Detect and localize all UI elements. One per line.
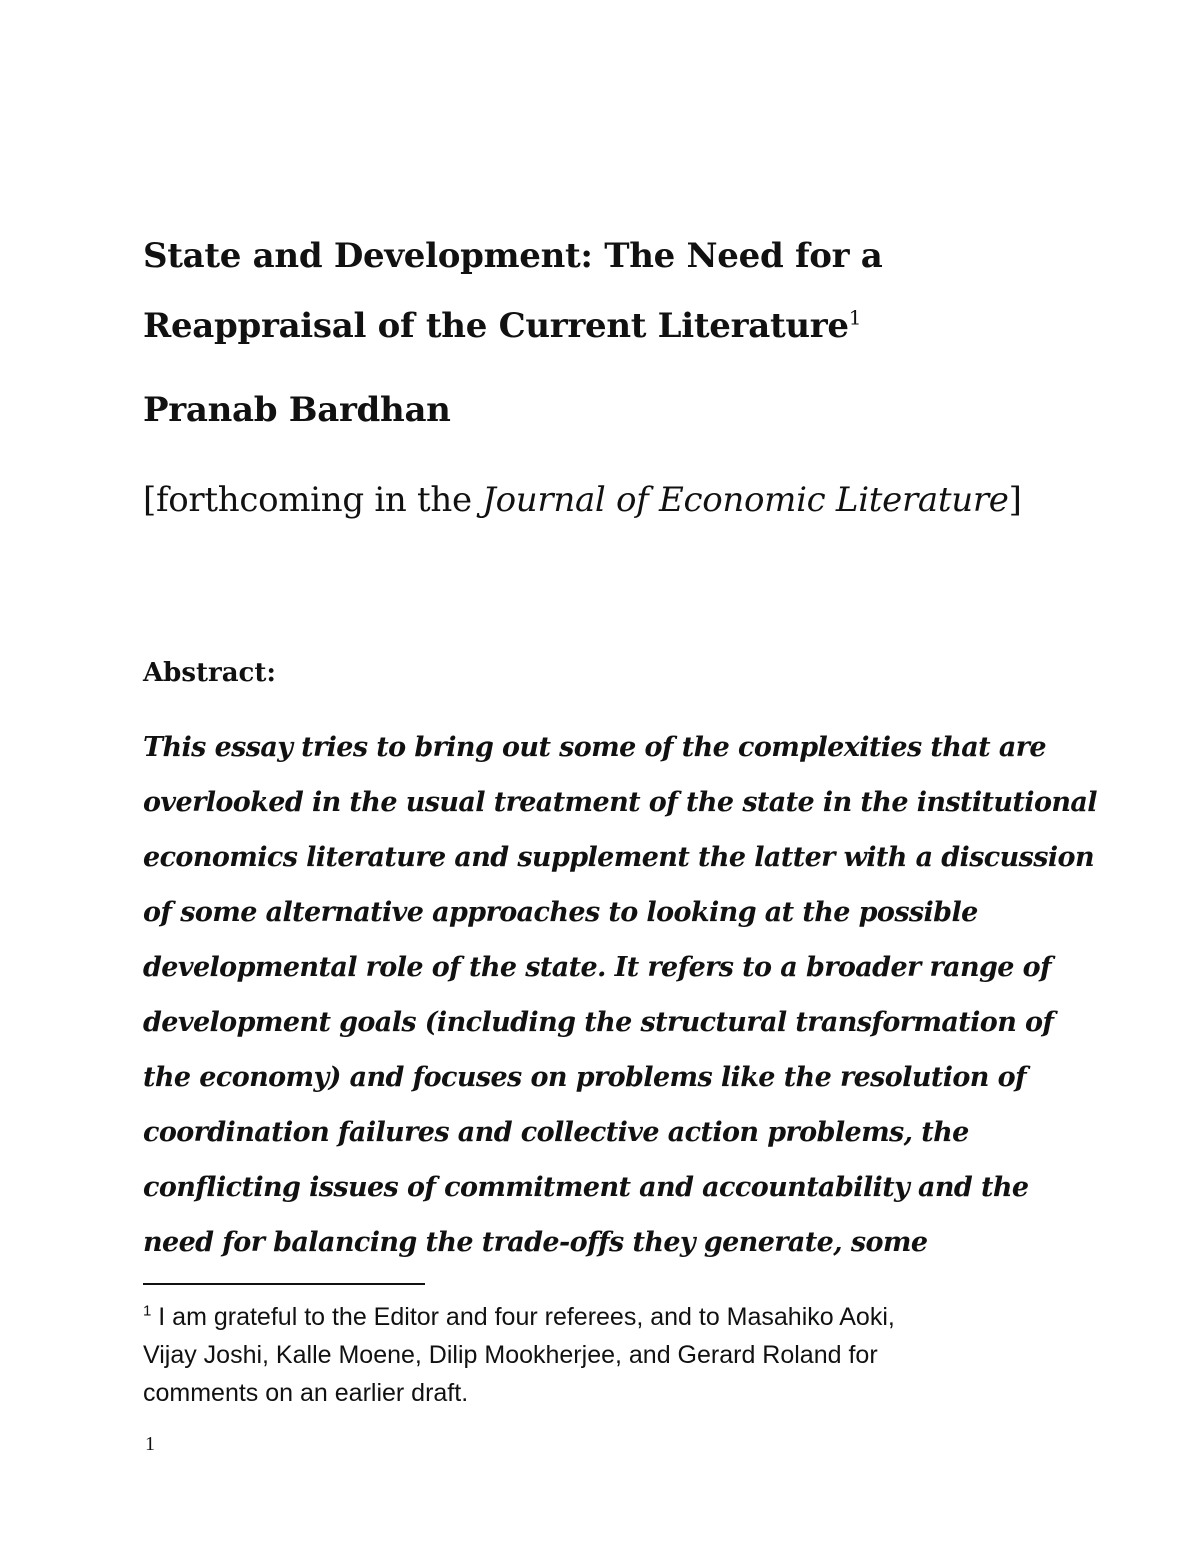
footnote-separator <box>143 1283 425 1285</box>
abstract-line: This essay tries to bring out some of the complexities that are <box>143 732 1046 763</box>
abstract-line: economics literature and supplement the latter with a discussion <box>143 842 1094 873</box>
abstract-heading: Abstract: <box>143 658 276 688</box>
abstract-line: need for balancing the trade-offs they generate, some <box>143 1227 928 1258</box>
venue-suffix: ] <box>1008 480 1022 520</box>
footnote-line-2: Vijay Joshi, Kalle Moene, Dilip Mookherjee, and Gerard Roland for <box>143 1341 878 1369</box>
title-text-1: State and Development: The Need for a <box>143 236 883 276</box>
abstract-line: the economy) and focuses on problems like the resolution of <box>143 1062 1027 1093</box>
title-line-1 <box>143 236 883 276</box>
abstract-line: coordination failures and collective action problems, the <box>143 1117 969 1148</box>
abstract-line: development goals (including the structural transformation of <box>143 1007 1054 1038</box>
title-line-2 <box>143 306 861 346</box>
footnote-line-3: comments on an earlier draft. <box>143 1379 469 1407</box>
venue-prefix: [forthcoming in the <box>143 480 483 520</box>
page-number: 1 <box>145 1433 155 1455</box>
journal-name: Journal of Economic Literature <box>482 480 1009 520</box>
abstract-line: developmental role of the state. It refers to a broader range of <box>143 952 1052 983</box>
author-name: Pranab Bardhan <box>143 390 451 430</box>
footnote-line-1 <box>143 1302 895 1332</box>
title-footnote-marker: 1 <box>848 305 862 330</box>
abstract-line: of some alternative approaches to looking at the possible <box>143 897 978 928</box>
publication-venue <box>143 480 1022 520</box>
footnote-text-1: I am grateful to the Editor and four referees, and to Masahiko Aoki, <box>151 1303 895 1331</box>
title-text-2: Reappraisal of the Current Literature <box>143 306 849 346</box>
abstract-line: conflicting issues of commitment and accountability and the <box>143 1172 1029 1203</box>
footnote-marker: 1 <box>143 1302 152 1320</box>
abstract-line: overlooked in the usual treatment of the state in the institutional <box>143 787 1097 818</box>
